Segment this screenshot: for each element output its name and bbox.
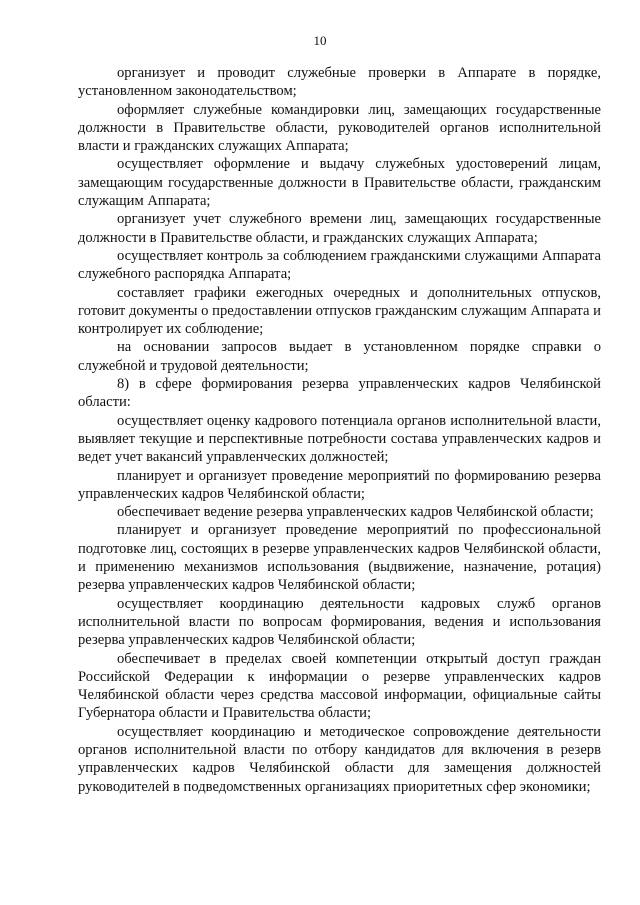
paragraph: осуществляет координацию и методическое сопровождение деятельности органов исполнительной власти по отбору кандидатов для включения в резерв управленческих кадров Челябинской области для замещения должностей руководителей в подведомственных организациях приоритетных сфер экономики; (78, 723, 601, 795)
paragraph: организует и проводит служебные проверки в Аппарате в порядке, установленном законодательством; (78, 65, 601, 100)
paragraph: составляет графики ежегодных очередных и дополнительных отпусков, готовит документы о предоставлении отпусков гражданским служащим Аппарата и контролирует их соблюдение; (78, 284, 601, 338)
page-number: 10 (313, 33, 327, 48)
document-body (78, 64, 601, 796)
paragraph: обеспечивает ведение резерва управленческих кадров Челябинской области; (117, 504, 594, 521)
paragraph: на основании запросов выдает в установленном порядке справки о служебной и трудовой деятельности; (78, 339, 601, 374)
paragraph: осуществляет координацию деятельности кадровых служб органов исполнительной власти по вопросам формирования, ведения и использования резерва управленческих кадров Челябинской области; (78, 595, 601, 649)
paragraph: оформляет служебные командировки лиц, замещающих государственные должности в Правительстве области, руководителей органов исполнительной власти и гражданских служащих Аппарата; (78, 101, 601, 155)
paragraph: осуществляет контроль за соблюдением гражданскими служащими Аппарата служебного распорядка Аппарата; (78, 247, 601, 283)
paragraph: планирует и организует проведение мероприятий по формированию резерва управленческих кадров Челябинской области; (78, 467, 601, 502)
paragraph: организует учет служебного времени лиц, замещающих государственные должности в Правительстве области, и гражданских служащих Аппарата; (78, 211, 601, 246)
paragraph: осуществляет оценку кадрового потенциала органов исполнительной власти, выявляет текущие и перспективные потребности состава управленческих кадров и ведет учет вакансий управленческих должностей; (78, 412, 601, 466)
paragraph: обеспечивает в пределах своей компетенции открытый доступ граждан Российской Федерации к информации о резерве управленческих кадров Челябинской области через средства массовой информации, официальные сайты Губернатора области и Правительства области; (78, 650, 601, 722)
paragraph: планирует и организует проведение мероприятий по профессиональной подготовке лиц, состоящих в резерве управленческих кадров Челябинской области, и применению механизмов использования (выдвижение, назначение, ротация) резерва управленческих кадров Челябинской области; (78, 522, 601, 594)
section-heading-8: 8) в сфере формирования резерва управленческих кадров Челябинской области: (78, 376, 601, 411)
paragraph: осуществляет оформление и выдачу служебных удостоверений лицам, замещающим государственные должности в Правительстве области, гражданским служащим Аппарата; (78, 156, 601, 210)
